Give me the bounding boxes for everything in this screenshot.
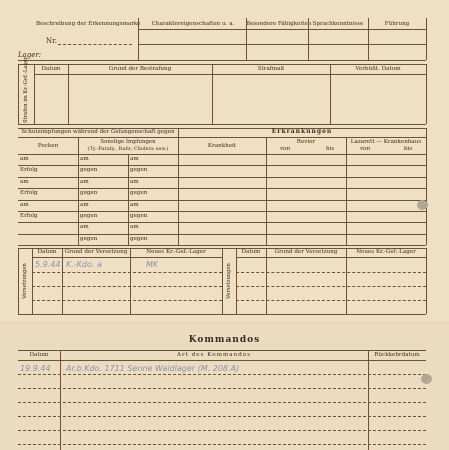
column-character: Charaktereigenschaften u. a. [151,21,235,27]
transfers-side-label: Versetzungen [22,263,28,299]
transfer-handwritten-reason: K.-Kdo. a [66,260,102,269]
vaccination-cell-label: am [80,178,89,185]
illness-sickbay-header: Revier [296,139,316,145]
vaccination-other-header: Sonstige Impfungen [100,139,156,145]
vaccination-cell-label: gegen [80,167,98,174]
punish-date-header: Datum [41,66,61,72]
vaccination-cell-label: am [20,178,29,185]
record-card-back [0,324,449,450]
commands-return-header: Rückkehrdatum [374,352,420,358]
punishments-side-label: Strafen im Kr.-Gef.-Lager [23,56,29,123]
vaccination-title: Schutzimpfungen während der Gefangenschaft gegen [21,129,175,135]
vaccination-cell-label: gegen [130,213,148,219]
illness-sickbay-from: von [280,146,291,152]
transfer-handwritten-camp: MK [146,260,159,269]
column-leadership: Führung [384,21,410,27]
commands-type-header: Art des Kommandos [176,352,252,358]
vaccination-cell-label: am [20,201,29,208]
transfer-new-camp-header-2: Neues Kr.-Gef.-Lager [356,249,416,255]
vaccination-cell-label: am [130,201,139,208]
transfer-reason-header-2: Grund der Versetzung [274,249,338,255]
illness-hospital-from: von [360,146,371,152]
commands-handwritten-date: 19.9.44 [20,364,51,373]
vaccination-cell-label: am [80,156,89,162]
vaccination-cell-label: gegen [80,190,98,197]
vaccination-cell-label: gegen [80,235,98,242]
illness-title: Erkrankungen [271,128,333,135]
commands-handwritten-type: Ar.b.Kdo. 1711 Senne Waldlager (M. 208 A) [66,364,240,373]
vaccination-cell-label: gegen [130,190,148,197]
commands-date-header: Datum [29,352,49,358]
illness-hospital-to: bis [404,146,413,152]
vaccination-other-subheader: (Ty.-Paraty., Ruhr, Cholera usw.) [87,146,169,152]
column-language: Sprachkenntnisse [312,21,364,27]
commands-title: Kommandos [188,335,261,345]
punch-hole [421,374,432,384]
vaccination-cell-label: gegen [130,235,148,242]
transfer-new-camp-header: Neues Kr.-Gef.-Lager [146,249,206,255]
number-label: Nr. [46,37,57,45]
illness-disease-header: Krankheit [207,143,237,149]
badge-description-label: Beschreibung der Erkennungsmarke [36,21,141,27]
vaccination-cell-label: Erfolg [20,167,38,174]
vaccination-cell-label: gegen [130,167,148,174]
vaccination-cell-label: am [130,156,139,162]
vaccination-cell-label: Erfolg [20,213,38,219]
vaccination-cell-label: Erfolg [20,190,38,197]
lager-label: Lager: [18,51,42,59]
vaccination-smallpox-header: Pocken [37,143,59,149]
transfer-date-header: Datum [37,249,57,255]
vaccination-cell-label: am [80,201,89,208]
column-skills: Besondere Fähigkeiten [246,21,312,27]
vaccination-cell-label: am [130,224,139,231]
illness-sickbay-to: bis [326,146,335,152]
punish-reason-header: Grund der Bestrafung [108,66,172,72]
transfers-side-label-2: Versetzungen [226,263,232,299]
illness-hospital-header: Lazarett — Krankenhaus [350,139,422,145]
transfer-handwritten-date: 5.9.44 [35,260,61,269]
transfer-reason-header: Grund der Versetzung [64,249,128,255]
vaccination-cell-label: am [20,156,29,162]
vaccination-cell-label: am [80,224,89,231]
vaccination-cell-label: am [130,178,139,185]
punish-served-header: Verbüßt. Datum [355,66,401,72]
vaccination-cell-label: gegen [80,213,98,219]
transfer-date-header-2: Datum [241,249,261,255]
punish-measure-header: Strafmaß [257,66,285,72]
punch-hole [417,200,428,210]
